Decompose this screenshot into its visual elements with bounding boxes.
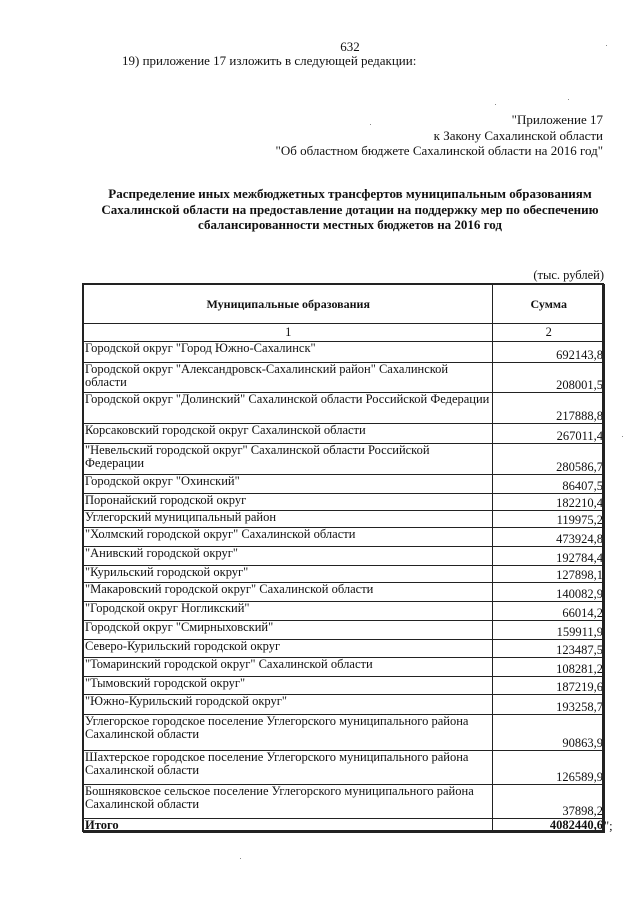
table-row <box>84 511 605 528</box>
appendix-header <box>276 112 603 159</box>
row-name: Поронайский городской округ <box>84 494 493 511</box>
allocation-table <box>83 284 605 833</box>
appendix-line-1: "Приложение 17 <box>511 112 603 127</box>
column-number-1: 1 <box>84 324 493 342</box>
table-header-row <box>84 285 605 324</box>
header-municipalities: Муниципальные образования <box>84 285 493 324</box>
row-sum: 126589,9 <box>493 751 605 785</box>
table-row <box>84 475 605 494</box>
scan-speck <box>622 436 623 437</box>
title-line-3: сбалансированности местных бюджетов на 2016 год <box>198 217 502 232</box>
row-name: Шахтерское городское поселение Углегорского муниципального района Сахалинской области <box>84 751 493 785</box>
row-sum: 123487,5 <box>493 640 605 658</box>
row-name: "Макаровский городской округ" Сахалинской области <box>84 583 493 602</box>
row-name: "Томаринский городской округ" Сахалинской области <box>84 658 493 677</box>
row-name: Городской округ "Город Южно-Сахалинск" <box>84 342 493 363</box>
table-row <box>84 621 605 640</box>
table-row <box>84 424 605 444</box>
appendix-line-3: "Об областном бюджете Сахалинской области на 2016 год" <box>275 143 603 158</box>
row-sum: 193258,7 <box>493 695 605 715</box>
row-sum: 187219,6 <box>493 677 605 695</box>
row-sum: 280586,7 <box>493 444 605 475</box>
scan-speck <box>495 104 496 105</box>
table-row <box>84 393 605 424</box>
row-name: Углегорское городское поселение Углегорского муниципального района Сахалинской области <box>84 715 493 751</box>
title-line-2: Сахалинской области на предоставление дотации на поддержку мер по обеспечению <box>101 201 599 217</box>
row-name: "Городской округ Ногликский" <box>84 602 493 621</box>
table-row <box>84 695 605 715</box>
header-sum: Сумма <box>493 285 605 324</box>
table-row <box>84 640 605 658</box>
table-row <box>84 602 605 621</box>
row-name: "Невельский городской округ" Сахалинской области Российской Федерации <box>84 444 493 475</box>
row-sum: 90863,9 <box>493 715 605 751</box>
row-sum: 208001,5 <box>493 363 605 393</box>
table-row <box>84 751 605 785</box>
row-name: "Курильский городской округ" <box>84 566 493 583</box>
row-sum: 37898,2 <box>493 785 605 819</box>
row-name: "Южно-Курильский городской округ" <box>84 695 493 715</box>
row-name: Городской округ "Смирныховский" <box>84 621 493 640</box>
row-sum: 182210,4 <box>493 494 605 511</box>
table-row <box>84 363 605 393</box>
column-number-2: 2 <box>493 324 605 342</box>
row-sum: 692143,8 <box>493 342 605 363</box>
row-name: Городской округ "Долинский" Сахалинской области Российской Федерации <box>84 393 493 424</box>
row-sum: 108281,2 <box>493 658 605 677</box>
scan-speck <box>370 124 371 125</box>
table-row <box>84 566 605 583</box>
table-row <box>84 785 605 819</box>
table-row <box>84 658 605 677</box>
table-row <box>84 547 605 566</box>
table-row <box>84 494 605 511</box>
table-row <box>84 583 605 602</box>
table-row <box>84 715 605 751</box>
scan-speck <box>606 45 607 46</box>
row-sum: 66014,2 <box>493 602 605 621</box>
row-name: "Тымовский городской округ" <box>84 677 493 695</box>
closing-quote: "; <box>604 819 613 833</box>
row-name: Бошняковское сельское поселение Углегорского муниципального района Сахалинской области <box>84 785 493 819</box>
row-name: Корсаковский городской округ Сахалинской области <box>84 424 493 444</box>
row-name: Северо-Курильский городской округ <box>84 640 493 658</box>
page-number: 632 <box>340 39 360 54</box>
title-line-1: Распределение иных межбюджетных трансфертов муниципальным образованиям <box>108 186 592 201</box>
table-row <box>84 342 605 363</box>
units-label: (тыс. рублей) <box>533 268 604 282</box>
table-row <box>84 528 605 547</box>
row-sum: 127898,1 <box>493 566 605 583</box>
row-sum: 86407,5 <box>493 475 605 494</box>
row-sum: 140082,9 <box>493 583 605 602</box>
row-sum: 119975,2 <box>493 511 605 528</box>
column-number-row <box>84 324 605 342</box>
scan-speck <box>240 858 241 859</box>
total-sum: 4082440,6 <box>493 819 605 833</box>
table-row <box>84 677 605 695</box>
appendix-line-2: к Закону Сахалинской области <box>433 127 603 143</box>
total-row <box>84 819 605 833</box>
row-name: "Анивский городской округ" <box>84 547 493 566</box>
intro-text: 19) приложение 17 изложить в следующей редакции: <box>122 53 417 68</box>
document-title <box>80 186 620 233</box>
row-sum: 473924,8 <box>493 528 605 547</box>
row-name: "Холмский городской округ" Сахалинской области <box>84 528 493 547</box>
row-sum: 159911,9 <box>493 621 605 640</box>
scan-speck <box>568 99 569 100</box>
row-name: Городской округ "Охинский" <box>84 475 493 494</box>
total-label: Итого <box>84 819 493 833</box>
row-name: Городской округ "Александровск-Сахалинский район" Сахалинской области <box>84 363 493 393</box>
row-name: Углегорский муниципальный район <box>84 511 493 528</box>
row-sum: 267011,4 <box>493 424 605 444</box>
row-sum: 192784,4 <box>493 547 605 566</box>
table-row <box>84 444 605 475</box>
row-sum: 217888,8 <box>493 393 605 424</box>
